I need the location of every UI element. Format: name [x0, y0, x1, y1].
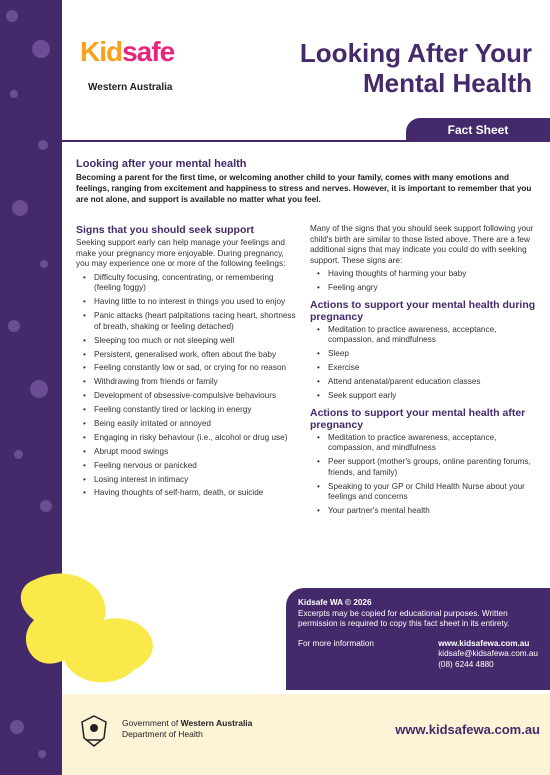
list-item: • Having thoughts of harming your baby — [328, 269, 542, 280]
website-link[interactable]: www.kidsafewa.com.au — [438, 638, 530, 648]
list-item: • Meditation to practice awareness, acceptance, compassion, and mindfulness — [328, 433, 542, 454]
kidsafe-logo: Kidsafe Western Australia — [80, 36, 175, 93]
list-item: • Speaking to your GP or Child Health Nurse about your feelings and concerns — [328, 482, 542, 503]
list-item: • Engaging in risky behaviour (i.e., alcohol or drug use) — [94, 433, 298, 444]
after-pregnancy-heading: Actions to support your mental health after pregnancy — [310, 406, 526, 431]
list-item: • Attend antenatal/parent education classes — [328, 377, 542, 388]
copyright-text: Excerpts may be copied for educational purposes. Written permission is required to copy this fact sheet in its entirety. — [298, 608, 510, 628]
list-item: • Feeling nervous or panicked — [94, 461, 298, 472]
fact-sheet-page — [62, 0, 550, 775]
left-column — [76, 224, 298, 502]
list-item: • Feeling angry — [328, 283, 542, 294]
list-item: • Your partner's mental health — [328, 506, 542, 517]
header-divider — [62, 140, 550, 142]
footer-website-link[interactable]: www.kidsafewa.com.au — [395, 722, 540, 737]
list-item: • Peer support (mother's groups, online parenting forums, friends, and family) — [328, 457, 542, 478]
signs-intro: Seeking support early can help manage your feelings and make your pregnancy more enjoyable. During pregnancy, you may experience one or more of the following feelings: — [76, 238, 286, 269]
intro-heading: Looking after your mental health — [76, 158, 247, 170]
footer — [62, 694, 550, 775]
list-item: • Withdrawing from friends or family — [94, 377, 298, 388]
government-attribution: Government of Western Australia Department of Health — [122, 718, 253, 739]
intro-text: Becoming a parent for the first time, or welcoming another child to your family, comes with many emotions and feelings, ranging from excitement and happiness to stress and nerves. However, it is important to remember that you are not alone, and support is available no matter what you feel. — [76, 173, 532, 205]
contact-details — [438, 639, 538, 671]
logo-region: Western Australia — [88, 82, 173, 93]
right-column — [310, 224, 542, 520]
copyright-box — [286, 588, 550, 690]
during-pregnancy-heading: Actions to support your mental health during pregnancy — [310, 298, 536, 323]
list-item: • Having little to no interest in things you used to enjoy — [94, 297, 298, 308]
list-item: • Development of obsessive-compulsive behaviours — [94, 391, 298, 402]
wa-government-crest-icon — [78, 714, 110, 748]
list-item: • Having thoughts of self-harm, death, or suicide — [94, 488, 298, 499]
page-title: Looking After Your Mental Health — [299, 38, 532, 98]
signs-list — [76, 273, 298, 499]
list-item: • Exercise — [328, 363, 542, 374]
list-item: • Persistent, generalised work, often about the baby — [94, 350, 298, 361]
during-pregnancy-list — [310, 325, 542, 402]
phone-number: (08) 6244 4880 — [438, 659, 494, 669]
list-item: • Being easily irritated or annoyed — [94, 419, 298, 430]
postbirth-intro: Many of the signs that you should seek support following your child's birth are similar to those listed above. There are a few additional signs that may indicate you could do with seeking support. These signs are: — [310, 224, 534, 265]
list-item: • Difficulty focusing, concentrating, or remembering (feeling foggy) — [94, 273, 298, 294]
fact-sheet-tag: Fact Sheet — [406, 118, 550, 142]
more-info-label: For more information — [298, 638, 374, 648]
copyright-line: Kidsafe WA © 2026 — [298, 598, 372, 607]
list-item: • Feeling constantly low or sad, or crying for no reason — [94, 363, 298, 374]
list-item: • Losing interest in intimacy — [94, 475, 298, 486]
list-item: • Seek support early — [328, 391, 542, 402]
list-item: • Meditation to practice awareness, acceptance, compassion, and mindfulness — [328, 325, 542, 346]
email-link[interactable]: kidsafe@kidsafewa.com.au — [438, 649, 538, 658]
list-item: • Feeling constantly tired or lacking in energy — [94, 405, 298, 416]
list-item: • Sleep — [328, 349, 542, 360]
list-item: • Abrupt mood swings — [94, 447, 298, 458]
list-item: • Sleeping too much or not sleeping well — [94, 336, 298, 347]
signs-heading: Signs that you should seek support — [76, 224, 254, 236]
list-item: • Panic attacks (heart palpitations racing heart, shortness of breath, shaking or feeling detached) — [94, 311, 298, 332]
after-pregnancy-list — [310, 433, 542, 517]
postbirth-list — [310, 269, 542, 293]
